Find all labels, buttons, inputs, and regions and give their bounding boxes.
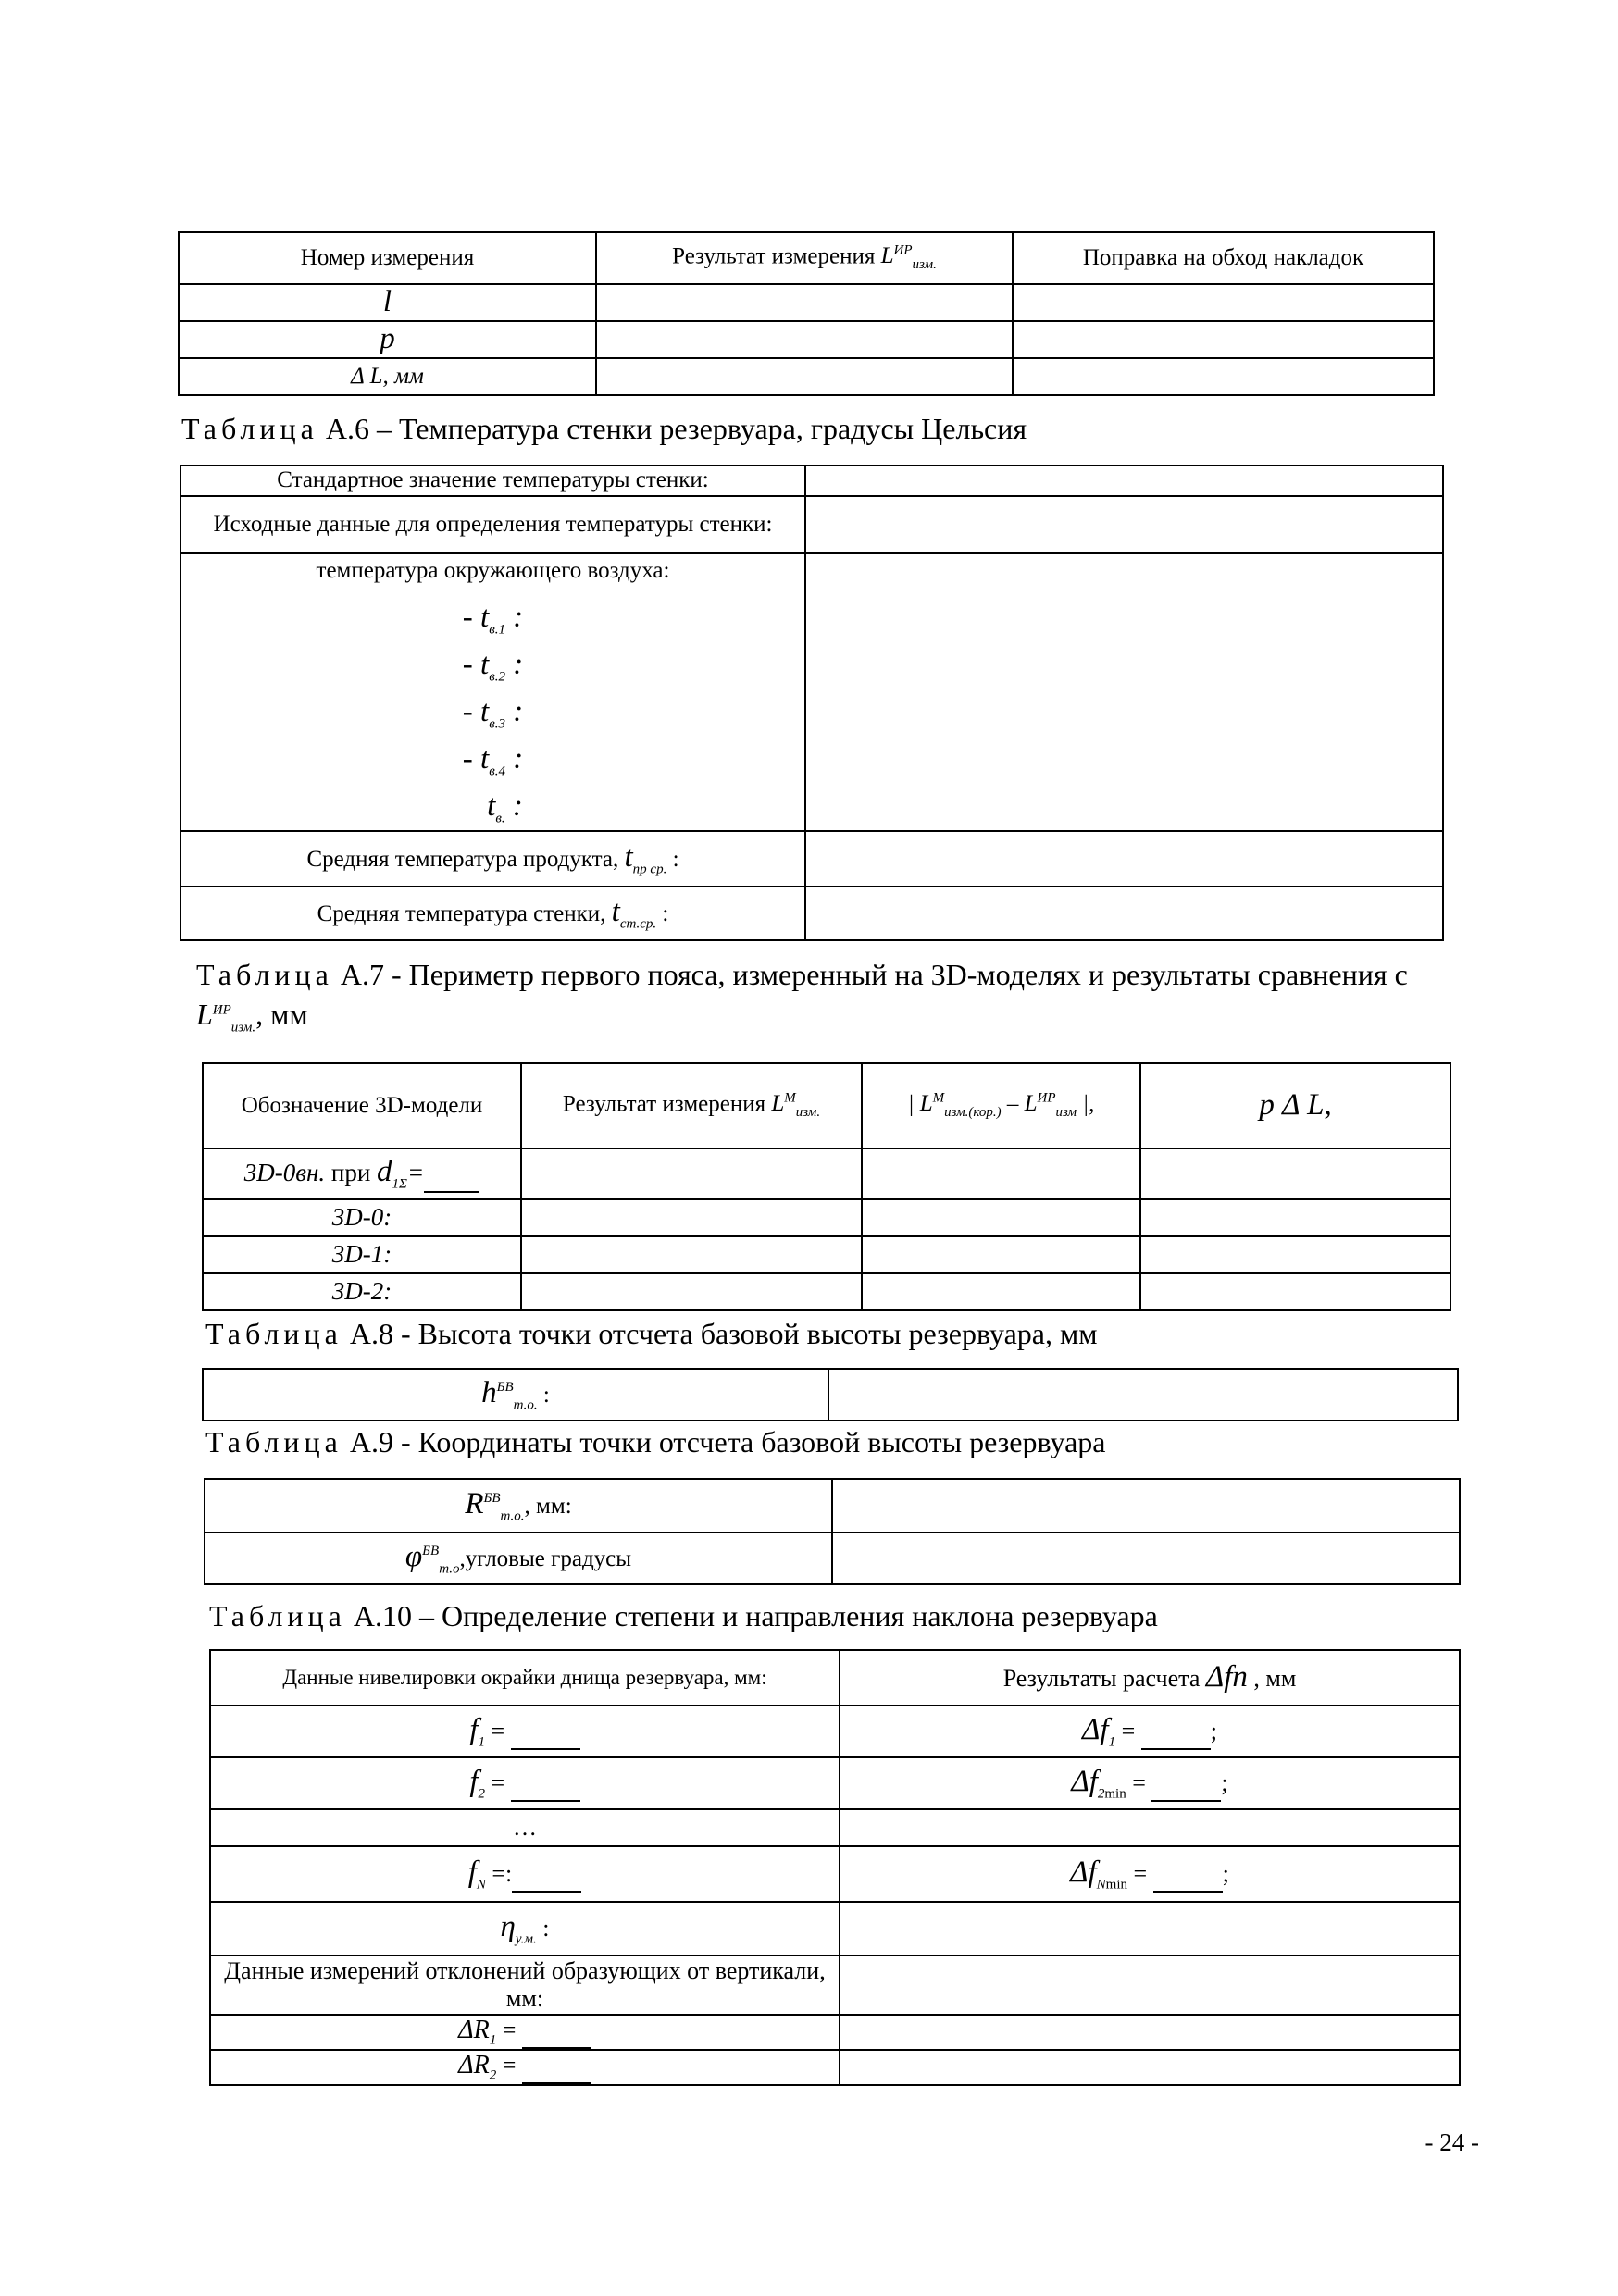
row-standard-wall-temp: Стандартное значение температуры стенки: [180, 465, 805, 496]
row-fN: $f_N$ =: [210, 1846, 840, 1902]
symbol-t-v1: - $t_{в.1}$ : [462, 600, 524, 638]
row-wall-temperature: Средняя температура стенки, $t_{ст.ср.}$ : [180, 887, 805, 940]
table-a6-wall-temperature [180, 465, 1444, 941]
symbol-t-wall: $t_{ст.ср.}$ [611, 895, 657, 932]
symbol-df1: $\Delta f_1$ [1082, 1712, 1116, 1750]
cell-dR1 [840, 2015, 1460, 2050]
symbol-R-to: $R^{БВ}_{т.о.}$ [465, 1486, 525, 1524]
cell-wall-temperature [805, 887, 1443, 940]
symbol-delta-fn: Δfn [1205, 1660, 1248, 1694]
symbol-f1: $f_1$ [469, 1712, 485, 1750]
header-calc-results [840, 1650, 1460, 1706]
header-3d-designation: Обозначение 3D-модели [203, 1063, 521, 1148]
cell-dots [840, 1809, 1460, 1846]
caption-label: Таблица [181, 412, 318, 445]
symbol-h-to: $h^{БВ}_{т.о.}$ [481, 1375, 538, 1413]
cell-p-correction [1013, 321, 1434, 358]
cell-product-temperature [805, 831, 1443, 887]
caption-table-a7 [196, 955, 1446, 1037]
table-a8-base-height [202, 1368, 1459, 1421]
caption-label: Таблица [205, 1317, 342, 1350]
symbol-f2: $f_2$ [469, 1764, 485, 1802]
cell-delta-l-result [596, 358, 1013, 395]
R-unit: , мм: [524, 1493, 572, 1519]
caption-table-a9 [205, 1425, 1106, 1459]
row-deviation-data: Данные измерений отклонений образующих от вертикали, мм: [210, 1955, 840, 2015]
cell-initial-data [805, 496, 1443, 553]
caption-label: Таблица [196, 958, 333, 991]
header-measurement-result [596, 232, 1013, 284]
cell-R-to [832, 1479, 1460, 1533]
cell-h-to [828, 1369, 1458, 1421]
symbol-L-ir: $L^{ИР}_{изм.}$ [880, 242, 937, 273]
cell-dR2 [840, 2050, 1460, 2085]
cell-deviation-data [840, 1955, 1460, 2015]
row-df1: $\Delta f_1$ = ; [840, 1706, 1460, 1757]
row-f1: $f_1$ = [210, 1706, 840, 1757]
product-temp-label: Средняя температура продукта, [306, 847, 619, 873]
caption-table-a10 [209, 1599, 1158, 1633]
row-dR1: $\Delta R_1$ = [210, 2015, 840, 2050]
row-ambient-temperature [180, 553, 805, 831]
caption-text: А.9 - Координаты точки отсчета базовой высоты резервуара [349, 1425, 1106, 1458]
caption-text: А.7 - Периметр первого пояса, измеренный на 3D-моделях и результаты сравнения с [340, 958, 1408, 991]
cell-3d-0-inner-diff [862, 1148, 1140, 1199]
caption-text: А.10 – Определение степени и направления наклона резервуара [353, 1599, 1158, 1632]
phi-unit: ,угловые градусы [459, 1545, 632, 1571]
cell-phi-to [832, 1533, 1460, 1584]
row-3d-1: 3D-1: [203, 1236, 521, 1273]
row-dfN: $\Delta f_{Nmin}$ = ; [840, 1846, 1460, 1902]
cell-3d-0-inner-pdl [1140, 1148, 1450, 1199]
calc-results-unit: , мм [1253, 1665, 1297, 1693]
symbol-L-m-cor: $L^М_{изм.(кор.)}$ [919, 1090, 1002, 1121]
cell-delta-l-correction [1013, 358, 1434, 395]
symbol-fN: $f_N$ [467, 1855, 486, 1893]
table-perimeter-correction [178, 231, 1435, 396]
caption-table-a8 [205, 1317, 1097, 1351]
cell-l-correction [1013, 284, 1434, 321]
ambient-label: температура окружающего воздуха: [316, 558, 670, 583]
caption-label: Таблица [205, 1425, 342, 1458]
symbol-dfN-min: $\Delta f_{Nmin}$ [1070, 1855, 1127, 1893]
row-initial-data: Исходные данные для определения температуры стенки: [180, 496, 805, 553]
symbol-L-ir-meas: $L^{ИР}_{изм}$ [1024, 1090, 1077, 1121]
symbol-eta-um: $\eta_{у.м.}$ [500, 1909, 537, 1947]
symbol-t-v-avg: $t_{в.}$ : [487, 789, 523, 826]
table-a9-coordinates [204, 1478, 1461, 1585]
cell-3d-0-diff [862, 1199, 1140, 1236]
caption-text: А.8 - Высота точки отсчета базовой высоты резервуара, мм [349, 1317, 1098, 1350]
row-product-temperature: Средняя температура продукта, $t_{пр ср.}$ : [180, 831, 805, 887]
caption-label: Таблица [209, 1599, 346, 1632]
header-result-label: Результат измерения [672, 243, 876, 269]
row-dR2: $\Delta R_2$ = [210, 2050, 840, 2085]
cell-l-result [596, 284, 1013, 321]
row-label-delta-l: Δ L, мм [179, 358, 596, 395]
caption-unit: , мм [255, 998, 308, 1032]
row-h-to: $h^{БВ}_{т.о.}$ : [203, 1369, 828, 1421]
symbol-t-product: $t_{пр ср.}$ [624, 840, 667, 877]
symbol-phi-to: $\varphi^{БВ}_{т.о}$ [404, 1539, 460, 1577]
caption-table-a6 [181, 412, 1027, 446]
table-a7-perimeter-3d [202, 1062, 1451, 1311]
row-phi-to [205, 1533, 832, 1584]
row-label-l: l [179, 284, 596, 321]
cell-3d-0-pdl [1140, 1199, 1450, 1236]
header-3d-difference: | $L^М_{изм.(кор.)} - L^{ИР}_{изм}$ |, [862, 1063, 1140, 1148]
symbol-df2-min: $\Delta f_{2min}$ [1071, 1764, 1126, 1802]
cell-3d-0-result [521, 1199, 862, 1236]
symbol-L-m: $L^М_{изм.}$ [771, 1090, 821, 1121]
header-3d-result [521, 1063, 862, 1148]
symbol-t-v3: - $t_{в.3}$ : [462, 695, 524, 732]
table-a10-tilt [209, 1649, 1461, 2086]
wall-temp-label: Средняя температура стенки, [317, 901, 606, 927]
symbol-d-1-sigma: $d_{1\Sigma}$ [377, 1155, 407, 1192]
result-label: Результат измерения [562, 1091, 766, 1117]
cell-3d-1-diff [862, 1236, 1140, 1273]
row-dots: … [210, 1809, 840, 1846]
header-p-delta-l: p Δ L, [1140, 1063, 1450, 1148]
symbol-dR2: $\Delta R_2$ [458, 2050, 497, 2083]
cell-3d-2-diff [862, 1273, 1140, 1310]
header-measurement-number: Номер измерения [179, 232, 596, 284]
row-label-p: p [179, 321, 596, 358]
symbol-dR1: $\Delta R_1$ [458, 2016, 497, 2048]
caption-text: А.6 – Температура стенки резервуара, градусы Цельсия [325, 412, 1027, 445]
symbol-t-v2: - $t_{в.2}$ : [462, 647, 524, 685]
page-number: - 24 - [1425, 2128, 1479, 2156]
row-R-to [205, 1479, 832, 1533]
cell-3d-2-result [521, 1273, 862, 1310]
row-eta: $\eta_{у.м.}$ : [210, 1902, 840, 1955]
row-df2: $\Delta f_{2min}$ = ; [840, 1757, 1460, 1809]
row-3d-2: 3D-2: [203, 1273, 521, 1310]
cell-3d-1-result [521, 1236, 862, 1273]
header-leveling-data: Данные нивелировки окрайки днища резервуара, мм: [210, 1650, 840, 1706]
row-f2: $f_2$ = [210, 1757, 840, 1809]
calc-results-label: Результаты расчета [1002, 1665, 1201, 1693]
cell-3d-0-inner-result [521, 1148, 862, 1199]
symbol-t-v4: - $t_{в.4}$ : [462, 742, 524, 779]
row-3d-0-inner: 3D-0вн. при $d_{1\Sigma}=$ [203, 1148, 521, 1199]
header-overlay-correction: Поправка на обход накладок [1013, 232, 1434, 284]
cell-standard-wall-temp [805, 465, 1443, 496]
symbol-L-ir: $L^{ИР}_{изм.}$ [196, 998, 256, 1036]
cell-ambient-temperature [805, 553, 1443, 831]
cell-eta [840, 1902, 1460, 1955]
cell-3d-1-pdl [1140, 1236, 1450, 1273]
cell-3d-2-pdl [1140, 1273, 1450, 1310]
cell-p-result [596, 321, 1013, 358]
row-3d-0: 3D-0: [203, 1199, 521, 1236]
